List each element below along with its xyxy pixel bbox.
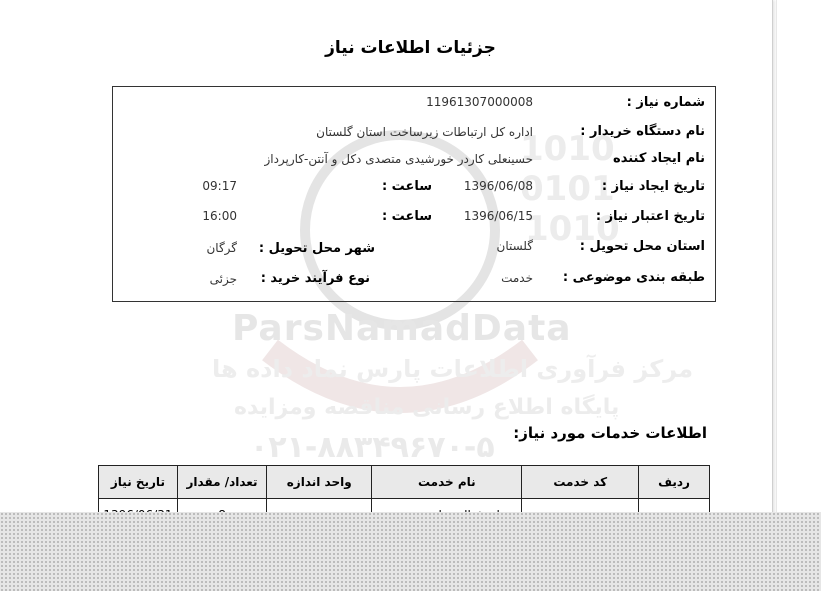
watermark-digits-1: 1010	[520, 129, 615, 169]
col-header-name: نام خدمت	[372, 466, 522, 499]
delivery-province-label: استان محل تحویل :	[579, 239, 705, 254]
purchase-type-value: جزئی	[209, 272, 237, 286]
page-margin	[776, 0, 821, 591]
col-header-code: کد خدمت	[522, 466, 639, 499]
category-label: طبقه بندی موضوعی :	[562, 270, 705, 285]
delivery-city-value: گرگان	[206, 241, 237, 255]
col-header-unit: واحد اندازه	[267, 466, 372, 499]
page-title: جزئیات اطلاعات نیاز	[325, 38, 496, 58]
watermark-line-2: مرکز فرآوری اطلاعات پارس نماد داده ها	[212, 355, 694, 383]
purchase-type-label: نوع فرآیند خرید :	[260, 271, 370, 286]
watermark-line-3: پایگاه اطلاع رسانی مناقصه ومزایده	[234, 395, 620, 420]
created-time-label: ساعت :	[381, 179, 432, 194]
validity-time-label: ساعت :	[381, 209, 432, 224]
category-value: خدمت	[501, 271, 533, 285]
validity-time-value: 16:00	[202, 209, 237, 223]
watermark-phone: ۰۲۱-۸۸۳۴۹۶۷۰-۵	[250, 430, 495, 465]
col-header-row-no: ردیف	[639, 466, 710, 499]
need-number-value: 11961307000008	[426, 95, 533, 109]
created-time-value: 09:17	[202, 179, 237, 193]
dotted-overlay	[0, 512, 821, 591]
watermark-digits-3: 1010	[525, 209, 620, 249]
creator-label: نام ایجاد کننده	[613, 151, 705, 166]
buyer-label: نام دستگاه خریدار :	[580, 124, 705, 139]
created-date-label: تاریخ ایجاد نیاز :	[601, 179, 705, 194]
validity-date-label: تاریخ اعتبار نیاز :	[595, 209, 705, 224]
creator-value: حسینعلی کاردر خورشیدی متصدی دکل و آنتن-کارپرداز	[264, 152, 533, 166]
delivery-city-label: شهر محل تحویل :	[258, 241, 375, 256]
watermark-brand: ParsNamadData	[232, 308, 572, 349]
need-number-label: شماره نیاز :	[626, 95, 705, 110]
table-header-row	[99, 466, 710, 499]
watermark-digits-2: 0101	[520, 169, 615, 209]
need-info-box	[112, 86, 716, 302]
delivery-province-value: گلستان	[496, 239, 533, 253]
created-date-value: 1396/06/08	[463, 179, 533, 193]
validity-date-value: 1396/06/15	[463, 209, 533, 223]
col-header-qty: تعداد/ مقدار	[177, 466, 266, 499]
buyer-value: اداره کل ارتباطات زیرساخت استان گلستان	[316, 125, 533, 139]
col-header-date: تاریخ نیاز	[99, 466, 178, 499]
services-section-title: اطلاعات خدمات مورد نیاز:	[513, 424, 707, 442]
